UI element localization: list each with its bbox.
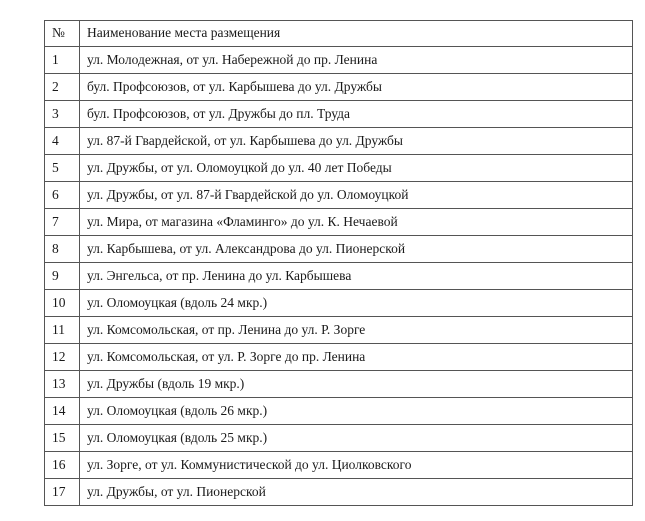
row-name: ул. Дружбы, от ул. Пионерской (80, 479, 633, 506)
header-name: Наименование места размещения (80, 21, 633, 47)
table-row (45, 101, 633, 128)
table-row (45, 344, 633, 371)
table-row (45, 317, 633, 344)
row-number: 6 (45, 182, 80, 209)
header-number: № (45, 21, 80, 47)
table-row (45, 290, 633, 317)
row-number: 3 (45, 101, 80, 128)
row-number: 9 (45, 263, 80, 290)
row-number: 8 (45, 236, 80, 263)
row-name: ул. Мира, от магазина «Фламинго» до ул. К. Нечаевой (80, 209, 633, 236)
row-name: ул. Дружбы (вдоль 19 мкр.) (80, 371, 633, 398)
row-name: ул. Дружбы, от ул. Оломоуцкой до ул. 40 лет Победы (80, 155, 633, 182)
row-name: ул. Энгельса, от пр. Ленина до ул. Карбышева (80, 263, 633, 290)
row-number: 10 (45, 290, 80, 317)
row-name: ул. 87-й Гвардейской, от ул. Карбышева до ул. Дружбы (80, 128, 633, 155)
table-header-row (45, 21, 633, 47)
row-number: 13 (45, 371, 80, 398)
table-row (45, 371, 633, 398)
table-row (45, 452, 633, 479)
table-row (45, 479, 633, 506)
row-number: 17 (45, 479, 80, 506)
placement-locations-table (44, 20, 633, 506)
table-row (45, 182, 633, 209)
row-name: ул. Оломоуцкая (вдоль 26 мкр.) (80, 398, 633, 425)
row-name: ул. Карбышева, от ул. Александрова до ул. Пионерской (80, 236, 633, 263)
table-row (45, 47, 633, 74)
row-number: 16 (45, 452, 80, 479)
row-name: ул. Оломоуцкая (вдоль 25 мкр.) (80, 425, 633, 452)
row-number: 2 (45, 74, 80, 101)
row-name: бул. Профсоюзов, от ул. Карбышева до ул. Дружбы (80, 74, 633, 101)
row-name: ул. Дружбы, от ул. 87-й Гвардейской до ул. Оломоуцкой (80, 182, 633, 209)
table-row (45, 155, 633, 182)
table-row (45, 425, 633, 452)
row-number: 1 (45, 47, 80, 74)
row-name: ул. Молодежная, от ул. Набережной до пр. Ленина (80, 47, 633, 74)
row-number: 15 (45, 425, 80, 452)
table-row (45, 236, 633, 263)
table-row (45, 398, 633, 425)
row-number: 4 (45, 128, 80, 155)
table-row (45, 209, 633, 236)
row-name: ул. Комсомольская, от ул. Р. Зорге до пр. Ленина (80, 344, 633, 371)
row-name: бул. Профсоюзов, от ул. Дружбы до пл. Труда (80, 101, 633, 128)
row-number: 5 (45, 155, 80, 182)
table-row (45, 74, 633, 101)
row-number: 12 (45, 344, 80, 371)
row-number: 14 (45, 398, 80, 425)
table-row (45, 263, 633, 290)
row-number: 11 (45, 317, 80, 344)
row-name: ул. Комсомольская, от пр. Ленина до ул. Р. Зорге (80, 317, 633, 344)
table-row (45, 128, 633, 155)
row-name: ул. Оломоуцкая (вдоль 24 мкр.) (80, 290, 633, 317)
row-number: 7 (45, 209, 80, 236)
row-name: ул. Зорге, от ул. Коммунистической до ул. Циолковского (80, 452, 633, 479)
